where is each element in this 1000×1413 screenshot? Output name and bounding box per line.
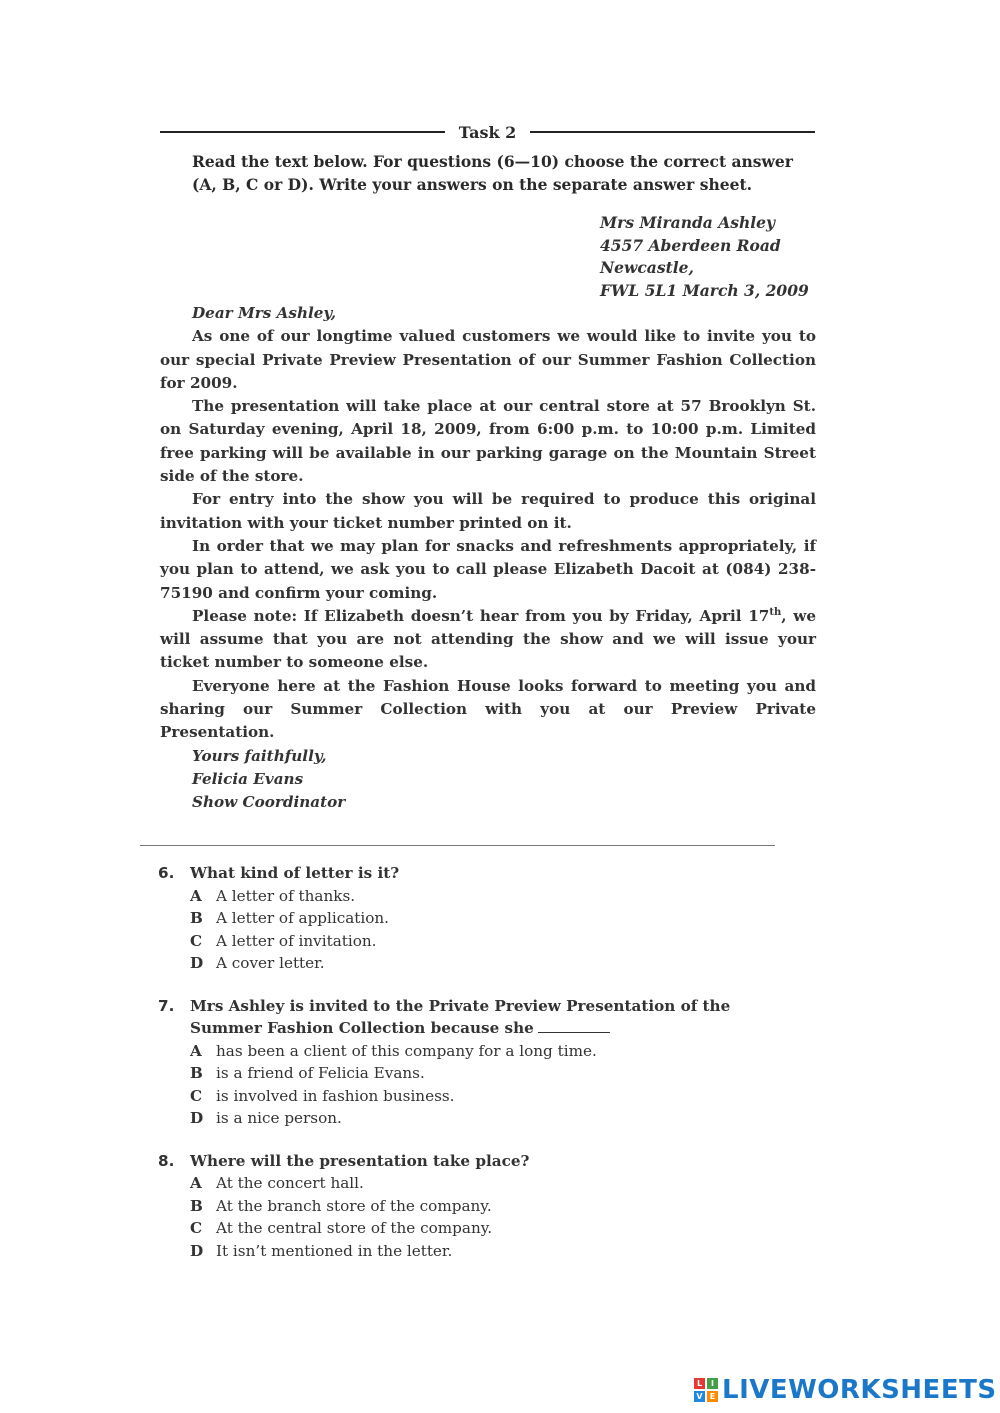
option-8b[interactable]: [158, 1195, 778, 1218]
question-number: 8.: [158, 1151, 175, 1170]
letter-paragraph-5: [160, 605, 816, 675]
section-divider: [140, 845, 775, 846]
option-text: has been a client of this company for a long time.: [216, 1041, 597, 1060]
option-text: is involved in fashion business.: [216, 1086, 455, 1105]
option-letter: B: [190, 909, 203, 927]
p5-after: , we will assume that you are not attending the show and we will issue your ticket number to someone else.: [160, 606, 816, 672]
option-7b[interactable]: [158, 1062, 778, 1085]
questions-list: [158, 862, 778, 1282]
letter-closing: Yours faithfully,: [192, 746, 327, 765]
question-6: [158, 862, 778, 975]
option-7a[interactable]: [158, 1040, 778, 1063]
logo-mark-cell: V: [694, 1391, 705, 1402]
option-letter: B: [190, 1196, 203, 1215]
option-text: is a friend of Felicia Evans.: [216, 1064, 425, 1082]
header-rule-right: [530, 131, 815, 133]
question-text: Mrs Ashley is invited to the Private Preview Presentation of the Summer Fashion Collection because she: [190, 996, 731, 1037]
address-city: Newcastle,: [600, 258, 694, 277]
sender-address: [600, 212, 830, 302]
option-8a[interactable]: [158, 1172, 778, 1195]
option-letter: C: [190, 931, 203, 950]
question-text: Where will the presentation take place?: [190, 1151, 530, 1170]
letter-greeting: Dear Mrs Ashley,: [192, 304, 337, 322]
option-7c[interactable]: [158, 1085, 778, 1108]
question-stem: [158, 995, 778, 1040]
option-6b[interactable]: [158, 907, 778, 930]
p5-superscript: th: [769, 606, 782, 618]
letter-paragraph-4: In order that we may plan for snacks and refreshments appropriately, if you plan to attend, we ask you to call please Elizabeth Dacoit at (084) 238-75190 and confirm your coming.: [160, 536, 816, 602]
logo-mark-cell: L: [694, 1378, 705, 1389]
question-number: 7.: [158, 996, 175, 1015]
task-instructions: Read the text below. For questions (6—10) choose the correct answer (A, B, C or D). Write your answers on the separate answer sheet.: [192, 152, 793, 194]
option-text: At the concert hall.: [216, 1174, 364, 1192]
question-stem: [158, 862, 778, 885]
option-letter: D: [190, 1109, 204, 1127]
option-text: A letter of application.: [216, 909, 390, 927]
option-letter: C: [190, 1086, 203, 1105]
letter-paragraph-3: For entry into the show you will be required to produce this original invitation with your ticket number printed on it.: [160, 490, 816, 532]
option-letter: D: [190, 954, 204, 972]
letter-signer-title: Show Coordinator: [192, 793, 346, 812]
question-text-wrap: [190, 995, 778, 1040]
option-letter: A: [190, 886, 202, 905]
option-6c[interactable]: [158, 930, 778, 953]
question-8: [158, 1150, 778, 1263]
header-rule-left: [160, 131, 445, 133]
logo-mark-cell: I: [707, 1378, 718, 1389]
address-postcode-date: FWL 5L1 March 3, 2009: [600, 280, 809, 300]
option-letter: B: [190, 1064, 203, 1082]
address-name: Mrs Miranda Ashley: [600, 213, 776, 232]
address-street: 4557 Aberdeen Road: [600, 235, 781, 255]
letter-paragraph-1: As one of our longtime valued customers we would like to invite you to our special Private Preview Presentation of our Summer Fashion Collection for 2009.: [160, 327, 816, 392]
question-stem: [158, 1150, 778, 1173]
option-text: A letter of thanks.: [216, 886, 356, 905]
task-header: [160, 120, 815, 144]
option-letter: A: [190, 1174, 202, 1192]
logo-mark-cell: E: [707, 1391, 718, 1402]
letter-paragraph-6: Everyone here at the Fashion House looks forward to meeting you and sharing our Summer Collection with you at our Preview Private Presentation.: [160, 676, 816, 742]
p5-before: Please note: If Elizabeth doesn’t hear from you by Friday, April 17: [192, 606, 770, 625]
question-7: [158, 995, 778, 1130]
answer-blank[interactable]: [538, 1018, 610, 1033]
option-letter: D: [190, 1241, 204, 1260]
option-letter: C: [190, 1219, 203, 1237]
liveworksheets-logo[interactable]: [694, 1375, 997, 1405]
option-text: A cover letter.: [216, 954, 325, 972]
option-text: is a nice person.: [216, 1109, 342, 1127]
option-7d[interactable]: [158, 1107, 778, 1130]
option-text: A letter of invitation.: [216, 931, 377, 950]
option-text: At the branch store of the company.: [216, 1196, 492, 1215]
task-title: Task 2: [458, 122, 517, 142]
question-number: 6.: [158, 864, 175, 882]
option-8c[interactable]: [158, 1217, 778, 1240]
option-text: It isn’t mentioned in the letter.: [216, 1241, 453, 1260]
logo-text: LIVEWORKSHEETS: [722, 1375, 997, 1405]
option-6a[interactable]: [158, 885, 778, 908]
option-letter: A: [190, 1041, 202, 1060]
letter-body: [160, 302, 816, 815]
logo-mark-icon: [694, 1378, 718, 1402]
option-8d[interactable]: [158, 1240, 778, 1263]
question-text: What kind of letter is it?: [190, 864, 400, 882]
letter-paragraph-2: The presentation will take place at our central store at 57 Brooklyn St. on Saturday evening, April 18, 2009, from 6:00 p.m. to 10:00 p.m. Limited free parking will be available in our parking garage on the Mountain Street side of the store.: [160, 397, 816, 486]
option-6d[interactable]: [158, 952, 778, 975]
letter-signer: Felicia Evans: [192, 769, 304, 788]
option-text: At the central store of the company.: [216, 1219, 493, 1237]
